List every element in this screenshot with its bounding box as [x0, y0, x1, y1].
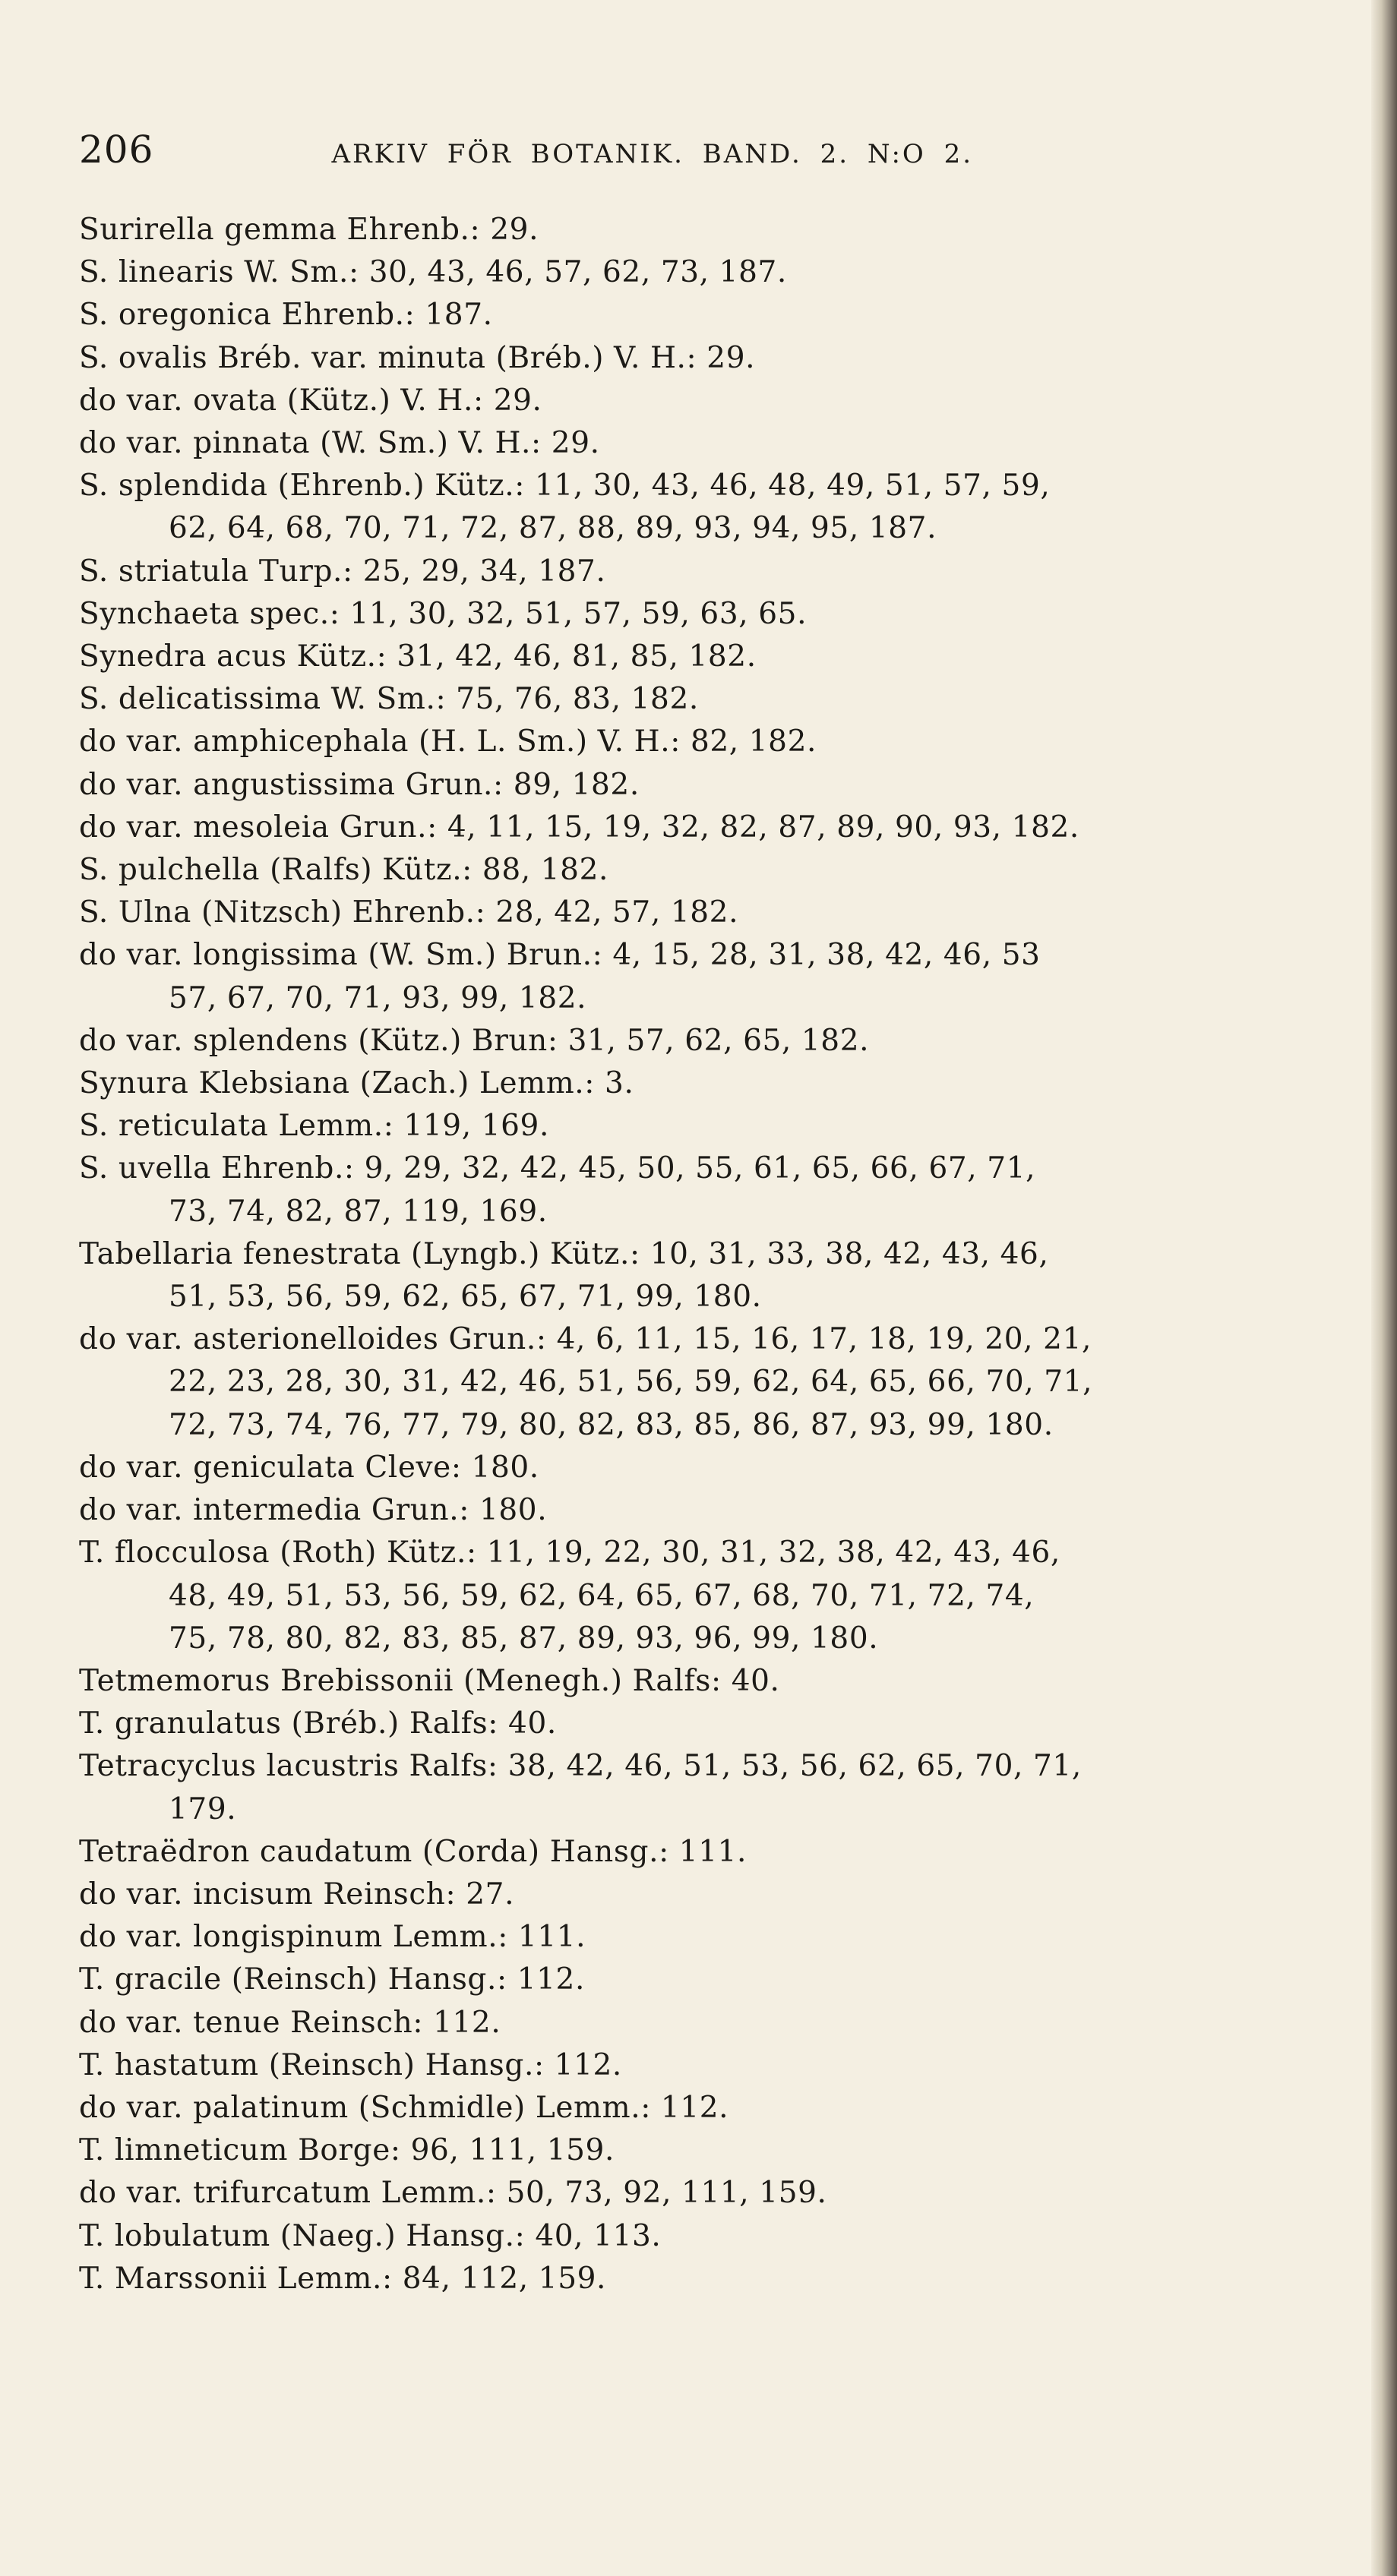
running-head: ARKIV FÖR BOTANIK. BAND. 2. N:O 2.	[331, 139, 974, 169]
index-entry: T. limneticum Borge: 96, 111, 159.	[79, 2133, 615, 2168]
page-header	[79, 128, 1067, 188]
index-entry-continuation: 51, 53, 56, 59, 62, 65, 67, 71, 99, 180.	[169, 1280, 762, 1315]
index-entry: do var. tenue Reinsch: 112.	[79, 2005, 501, 2040]
index-entry-continuation: 179.	[169, 1792, 237, 1826]
index-entry-continuation: 62, 64, 68, 70, 71, 72, 87, 88, 89, 93, 94, 95, 187.	[169, 511, 937, 546]
index-entry: S. ovalis Bréb. var. minuta (Bréb.) V. H.: 29.	[79, 340, 756, 375]
index-entry: S. pulchella (Ralfs) Kütz.: 88, 182.	[79, 853, 608, 888]
index-entry-continuation: 57, 67, 70, 71, 93, 99, 182.	[169, 980, 587, 1015]
index-entry: do var. amphicephala (H. L. Sm.) V. H.: 82, 182.	[79, 724, 817, 759]
index-entries	[79, 209, 1310, 2300]
index-entry: do var. longissima (W. Sm.) Brun.: 4, 15, 28, 31, 38, 42, 46, 53	[79, 938, 1041, 973]
index-entry: Synedra acus Kütz.: 31, 42, 46, 81, 85, 182.	[79, 639, 757, 674]
index-entry-continuation: 48, 49, 51, 53, 56, 59, 62, 64, 65, 67, 68, 70, 71, 72, 74,	[169, 1578, 1035, 1613]
index-entry: T. gracile (Reinsch) Hansg.: 112.	[79, 1962, 585, 1997]
index-entry: S. Ulna (Nitzsch) Ehrenb.: 28, 42, 57, 182.	[79, 895, 739, 930]
index-entry: Surirella gemma Ehrenb.: 29.	[79, 213, 539, 247]
index-entry: T. lobulatum (Naeg.) Hansg.: 40, 113.	[79, 2218, 662, 2253]
index-entry: S. oregonica Ehrenb.: 187.	[79, 298, 493, 333]
page-number: 206	[79, 128, 154, 172]
index-entry: Synura Klebsiana (Zach.) Lemm.: 3.	[79, 1066, 634, 1101]
index-entry: S. linearis W. Sm.: 30, 43, 46, 57, 62, 73, 187.	[79, 255, 787, 290]
index-entry: do var. asterionelloides Grun.: 4, 6, 11, 15, 16, 17, 18, 19, 20, 21,	[79, 1322, 1092, 1357]
index-entry: T. flocculosa (Roth) Kütz.: 11, 19, 22, 30, 31, 32, 38, 42, 43, 46,	[79, 1536, 1060, 1571]
index-entry: do var. palatinum (Schmidle) Lemm.: 112.	[79, 2090, 729, 2125]
index-entry: T. granulatus (Bréb.) Ralfs: 40.	[79, 1706, 557, 1741]
index-entry-continuation: 73, 74, 82, 87, 119, 169.	[169, 1194, 548, 1229]
index-entry: Synchaeta spec.: 11, 30, 32, 51, 57, 59, 63, 65.	[79, 596, 808, 631]
index-entry: do var. angustissima Grun.: 89, 182.	[79, 767, 640, 802]
index-entry: S. splendida (Ehrenb.) Kütz.: 11, 30, 43, 46, 48, 49, 51, 57, 59,	[79, 469, 1051, 504]
index-entry: do var. ovata (Kütz.) V. H.: 29.	[79, 383, 542, 418]
index-entry: T. hastatum (Reinsch) Hansg.: 112.	[79, 2047, 622, 2082]
index-entry: do var. geniculata Cleve: 180.	[79, 1450, 539, 1485]
index-entry: S. striatula Turp.: 25, 29, 34, 187.	[79, 554, 606, 589]
index-entry: do var. pinnata (W. Sm.) V. H.: 29.	[79, 426, 600, 461]
page-spine-shadow	[1371, 0, 1397, 2576]
index-entry: S. uvella Ehrenb.: 9, 29, 32, 42, 45, 50, 55, 61, 65, 66, 67, 71,	[79, 1151, 1036, 1186]
index-entry: do var. mesoleia Grun.: 4, 11, 15, 19, 32, 82, 87, 89, 90, 93, 182.	[79, 810, 1079, 844]
index-entry: do var. incisum Reinsch: 27.	[79, 1877, 515, 1911]
index-entry-continuation: 75, 78, 80, 82, 83, 85, 87, 89, 93, 96, 99, 180.	[169, 1621, 879, 1656]
index-entry: S. reticulata Lemm.: 119, 169.	[79, 1109, 549, 1144]
index-entry: do var. longispinum Lemm.: 111.	[79, 1920, 586, 1955]
index-entry: S. delicatissima W. Sm.: 75, 76, 83, 182.	[79, 682, 699, 717]
index-entry-continuation: 22, 23, 28, 30, 31, 42, 46, 51, 56, 59, 62, 64, 65, 66, 70, 71,	[169, 1365, 1093, 1400]
index-entry: do var. intermedia Grun.: 180.	[79, 1493, 548, 1528]
index-entry: Tabellaria fenestrata (Lyngb.) Kütz.: 10, 31, 33, 38, 42, 43, 46,	[79, 1236, 1049, 1271]
index-entry: Tetracyclus lacustris Ralfs: 38, 42, 46, 51, 53, 56, 62, 65, 70, 71,	[79, 1749, 1082, 1784]
index-entry-continuation: 72, 73, 74, 76, 77, 79, 80, 82, 83, 85, 86, 87, 93, 99, 180.	[169, 1407, 1054, 1442]
index-entry: T. Marssonii Lemm.: 84, 112, 159.	[79, 2261, 607, 2296]
index-entry: do var. trifurcatum Lemm.: 50, 73, 92, 111, 159.	[79, 2176, 827, 2211]
index-entry: Tetmemorus Brebissonii (Menegh.) Ralfs: 40.	[79, 1663, 780, 1698]
index-entry: do var. splendens (Kütz.) Brun: 31, 57, 62, 65, 182.	[79, 1023, 870, 1058]
index-entry: Tetraëdron caudatum (Corda) Hansg.: 111.	[79, 1834, 747, 1869]
